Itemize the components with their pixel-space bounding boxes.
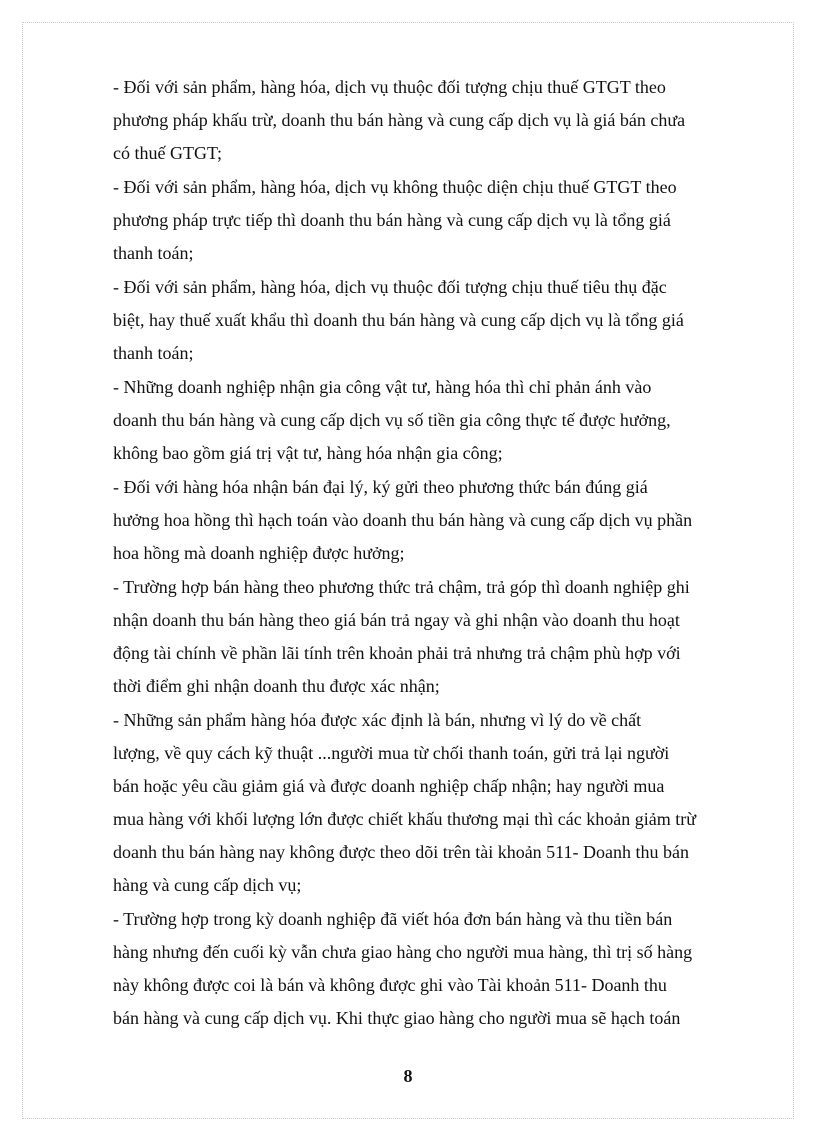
paragraph	[113, 171, 733, 270]
text-line: - Những doanh nghiệp nhận gia công vật tư, hàng hóa thì chỉ phản ánh vào	[113, 377, 652, 397]
text-line: hàng nhưng đến cuối kỳ vẫn chưa giao hàng cho người mua hàng, thì trị số hàng	[113, 942, 693, 962]
text-line: - Đối với hàng hóa nhận bán đại lý, ký gửi theo phương thức bán đúng giá	[113, 477, 648, 497]
text-line: phương pháp khấu trừ, doanh thu bán hàng và cung cấp dịch vụ là giá bán chưa	[113, 110, 686, 130]
paragraph	[113, 471, 733, 570]
text-line: - Trường hợp trong kỳ doanh nghiệp đã viết hóa đơn bán hàng và thu tiền bán	[113, 909, 673, 929]
text-line: phương pháp trực tiếp thì doanh thu bán hàng và cung cấp dịch vụ là tổng giá	[113, 210, 671, 230]
paragraph	[113, 704, 733, 902]
text-line: hưởng hoa hồng thì hạch toán vào doanh thu bán hàng và cung cấp dịch vụ phần	[113, 510, 693, 530]
text-line: không bao gồm giá trị vật tư, hàng hóa nhận gia công;	[113, 443, 503, 463]
text-line: bán hoặc yêu cầu giảm giá và được doanh nghiệp chấp nhận; hay người mua	[113, 776, 665, 796]
text-line: hoa hồng mà doanh nghiệp được hưởng;	[113, 543, 405, 563]
text-line: thanh toán;	[113, 243, 194, 263]
text-line: - Đối với sản phẩm, hàng hóa, dịch vụ thuộc đối tượng chịu thuế GTGT theo	[113, 77, 666, 97]
text-line: mua hàng với khối lượng lớn được chiết khấu thương mại thì các khoản giảm trừ	[113, 809, 696, 829]
text-line: - Những sản phẩm hàng hóa được xác định là bán, nhưng vì lý do về chất	[113, 710, 642, 730]
text-line: bán hàng và cung cấp dịch vụ. Khi thực giao hàng cho người mua sẽ hạch toán	[113, 1008, 681, 1028]
text-line: - Đối với sản phẩm, hàng hóa, dịch vụ không thuộc diện chịu thuế GTGT theo	[113, 177, 677, 197]
paragraph	[113, 271, 733, 370]
text-line: này không được coi là bán và không được ghi vào Tài khoản 511- Doanh thu	[113, 975, 667, 995]
text-line: - Trường hợp bán hàng theo phương thức trả chậm, trả góp thì doanh nghiệp ghi	[113, 577, 690, 597]
text-line: lượng, về quy cách kỹ thuật ...người mua từ chối thanh toán, gửi trả lại người	[113, 743, 670, 763]
text-line: động tài chính về phần lãi tính trên khoản phải trả nhưng trả chậm phù hợp với	[113, 643, 681, 663]
text-line: nhận doanh thu bán hàng theo giá bán trả ngay và ghi nhận vào doanh thu hoạt	[113, 610, 680, 630]
paragraph	[113, 371, 733, 470]
text-line: có thuế GTGT;	[113, 143, 222, 163]
document-body	[113, 71, 733, 1036]
paragraph	[113, 571, 733, 703]
text-line: doanh thu bán hàng nay không được theo dõi trên tài khoản 511- Doanh thu bán	[113, 842, 689, 862]
page-number: 8	[403, 1066, 413, 1086]
text-line: doanh thu bán hàng và cung cấp dịch vụ số tiền gia công thực tế được hưởng,	[113, 410, 671, 430]
paragraph	[113, 71, 733, 170]
text-line: thanh toán;	[113, 343, 194, 363]
text-line: biệt, hay thuế xuất khẩu thì doanh thu bán hàng và cung cấp dịch vụ là tổng giá	[113, 310, 684, 330]
text-line: hàng và cung cấp dịch vụ;	[113, 875, 302, 895]
paragraph	[113, 903, 733, 1035]
text-line: thời điểm ghi nhận doanh thu được xác nhận;	[113, 676, 440, 696]
text-line: - Đối với sản phẩm, hàng hóa, dịch vụ thuộc đối tượng chịu thuế tiêu thụ đặc	[113, 277, 667, 297]
